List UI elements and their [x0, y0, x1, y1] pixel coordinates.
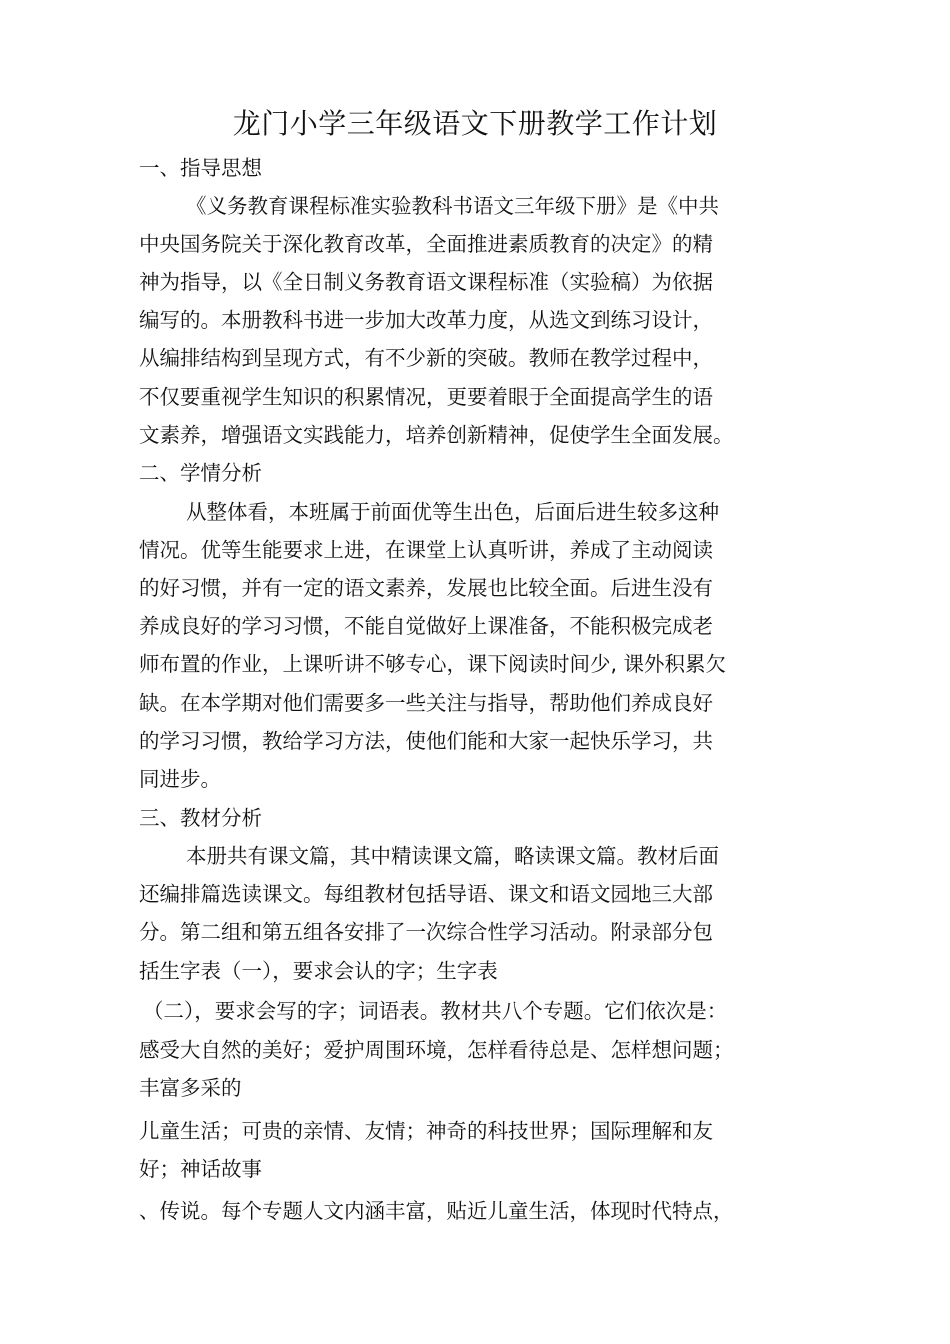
paragraph-line: 《义务教育课程标准实验教科书语文三年级下册》是《中共 — [186, 194, 719, 218]
paragraph-line: 缺。在本学期对他们需要多一些关注与指导，帮助他们养成良好 — [139, 691, 713, 715]
paragraph-line: 的好习惯，并有一定的语文素养，发展也比较全面。后进生没有 — [139, 576, 713, 600]
paragraph-line: 分。第二组和第五组各安排了一次综合性学习活动。附录部分包 — [139, 920, 713, 944]
paragraph-line: 不仅要重视学生知识的积累情况，更要着眼于全面提高学生的语 — [139, 385, 713, 409]
section-heading: 三、教材分析 — [139, 806, 262, 830]
paragraph-line: 、传说。每个专题人文内涵丰富，贴近儿童生活，体现时代特点， — [139, 1199, 734, 1223]
paragraph-line: 文素养，增强语文实践能力，培养创新精神，促使学生全面发展。 — [139, 423, 734, 447]
paragraph-line: 儿童生活；可贵的亲情、友情；神奇的科技世界；国际理解和友 — [139, 1119, 713, 1143]
document-title: 龙门小学三年级语文下册教学工作计划 — [232, 107, 718, 140]
paragraph-line: 还编排篇选读课文。每组教材包括导语、课文和语文园地三大部 — [139, 882, 713, 906]
paragraph-line: 本册共有课文篇，其中精读课文篇，略读课文篇。教材后面 — [186, 844, 719, 868]
paragraph-line: 好；神话故事 — [139, 1157, 262, 1181]
paragraph-line: 中央国务院关于深化教育改革，全面推进素质教育的决定》的精 — [139, 232, 713, 256]
paragraph-line: 神为指导，以《全日制义务教育语文课程标准（实验稿）为依据 — [139, 270, 713, 294]
section-heading: 二、学情分析 — [139, 461, 262, 485]
paragraph-line: 师布置的作业，上课听讲不够专心，课下阅读时间少, 课外积累欠 — [139, 652, 727, 676]
paragraph-line: 从编排结构到呈现方式，有不少新的突破。教师在教学过程中， — [139, 346, 713, 370]
paragraph-line: 情况。优等生能要求上进，在课堂上认真听讲，养成了主动阅读 — [139, 538, 713, 562]
paragraph-line: 编写的。本册教科书进一步加大改革力度，从选文到练习设计， — [139, 308, 713, 332]
paragraph-line: 从整体看，本班属于前面优等生出色，后面后进生较多这种 — [186, 500, 719, 524]
paragraph-line: 的学习习惯，教给学习方法，使他们能和大家一起快乐学习，共 — [139, 729, 713, 753]
paragraph-line: 感受大自然的美好；爱护周围环境，怎样看待总是、怎样想问题； — [139, 1038, 734, 1062]
paragraph-line: 丰富多采的 — [139, 1076, 242, 1100]
paragraph-line: 括生字表（一），要求会认的字；生字表 — [139, 959, 498, 983]
paragraph-line: （二），要求会写的字；词语表。教材共八个专题。它们依次是： — [143, 999, 728, 1023]
paragraph-line: 养成良好的学习习惯，不能自觉做好上课准备，不能积极完成老 — [139, 614, 713, 638]
paragraph-line: 同进步。 — [139, 767, 221, 791]
section-heading: 一、指导思想 — [139, 156, 262, 180]
